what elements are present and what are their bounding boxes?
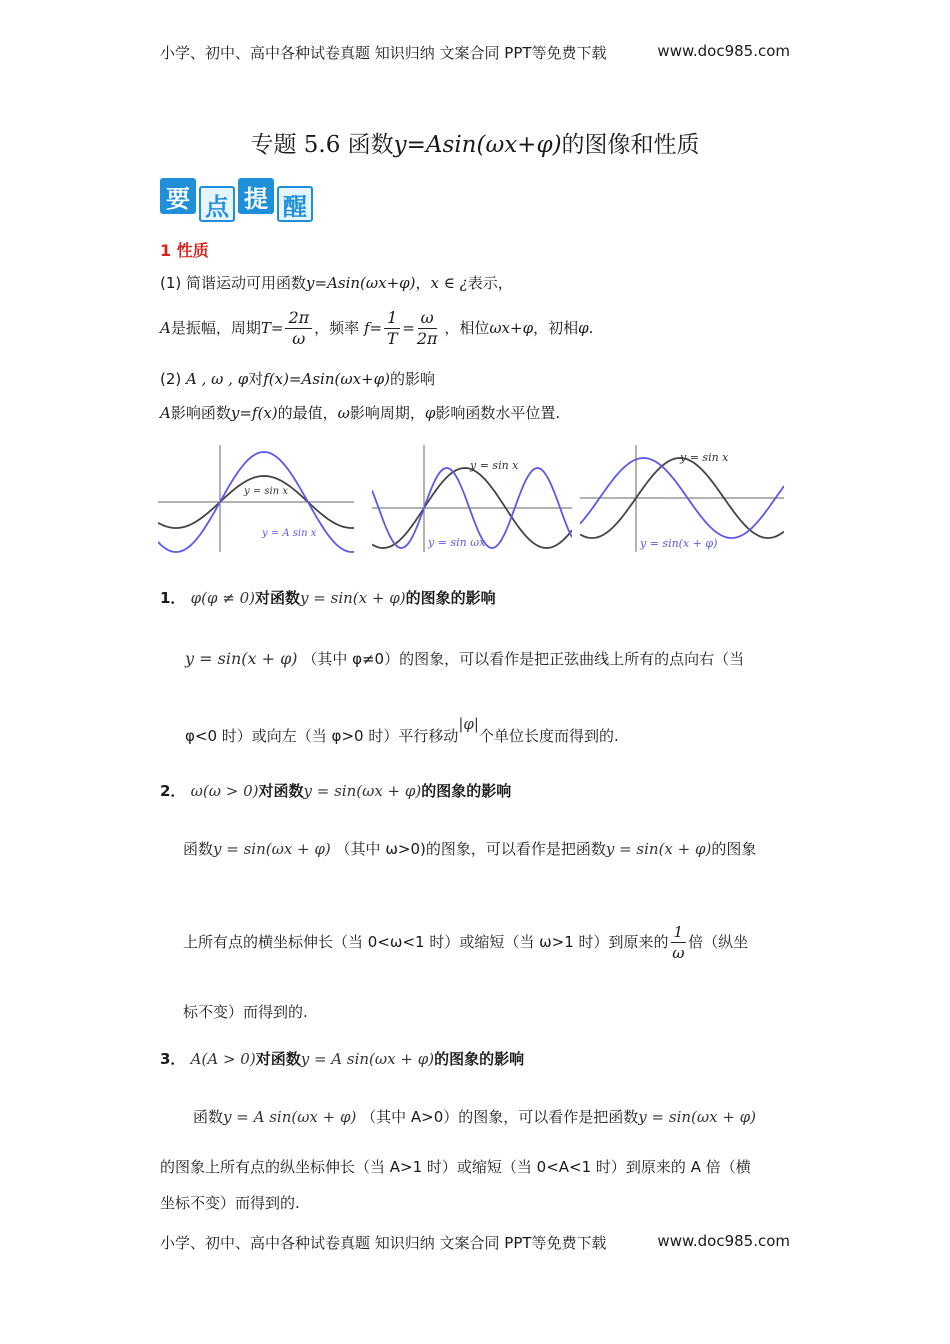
- text: 倍（纵坐: [688, 933, 749, 951]
- text: （其中 ω>0)的图象，可以看作是把函数: [335, 840, 606, 858]
- numerator: 1: [384, 308, 400, 329]
- formula: φ.: [578, 319, 594, 337]
- period-fraction: [285, 308, 312, 349]
- graph-amplitude: [158, 440, 354, 555]
- text: 对函数: [255, 589, 301, 607]
- formula: ω(ω > 0): [190, 782, 259, 800]
- header-text: 小学、初中、高中各种试卷真题 知识归纳 文案合同 PPT等免费下载: [160, 44, 607, 62]
- item-1-line-1: [185, 648, 744, 669]
- label-sin-x-phi: y = sin(x + φ): [640, 537, 718, 550]
- numerator: 1: [671, 922, 687, 943]
- denominator: T: [386, 329, 398, 348]
- formula: A(A > 0): [190, 1050, 256, 1068]
- formula: ωx+φ: [489, 319, 534, 337]
- text: 影响周期，: [349, 404, 425, 422]
- text: 坐标不变）而得到的.: [160, 1194, 300, 1212]
- formula: y = sin(x + φ): [185, 649, 298, 668]
- formula: y=f(x): [230, 404, 278, 422]
- formula: y=Asin(ωx+φ): [306, 274, 416, 292]
- title-suffix: 的图像和性质: [561, 132, 700, 158]
- formula: y = A sin(ωx + φ): [300, 1050, 435, 1068]
- text: 是振幅，周期: [170, 319, 261, 337]
- property-line-4: [160, 402, 560, 423]
- graph-phase: [580, 440, 784, 555]
- text: 函数: [193, 1108, 224, 1126]
- label-sin-x: y = sin x: [244, 486, 288, 497]
- item-2-line-3: [183, 1001, 308, 1022]
- formula: y = sin(x + φ): [605, 840, 712, 858]
- property-line-3: [160, 368, 435, 389]
- formula: ω: [337, 404, 350, 422]
- item-3-line-1: [193, 1106, 756, 1127]
- text: 的最值，: [277, 404, 338, 422]
- formula: A: [160, 404, 171, 422]
- text: 影响函数水平位置.: [435, 404, 561, 422]
- formula: φ(φ ≠ 0): [190, 589, 256, 607]
- text: 影响函数: [170, 404, 231, 422]
- formula: y = sin(ωx + φ): [213, 840, 331, 858]
- text: 的图象上所有点的纵坐标伸长（当 A>1 时）或缩短（当 0<A<1 时）到原来的 A 倍（横: [160, 1158, 751, 1176]
- item-2-line-2: [183, 922, 748, 963]
- text: 表示，: [467, 274, 513, 292]
- item-3-line-3: [160, 1192, 300, 1213]
- label-sin-x: y = sin x: [470, 459, 519, 472]
- header-url: www.doc985.com: [657, 42, 790, 60]
- label-a-sin-x: y = A sin x: [262, 528, 317, 539]
- item-1-line-2: [185, 715, 619, 746]
- numerator: 2π: [285, 308, 312, 329]
- label-sin-x: y = sin x: [680, 451, 729, 464]
- text: 上所有点的横坐标伸长（当 0<ω<1 时）或缩短（当 ω>1 时）到原来的: [183, 933, 669, 951]
- text: ，: [415, 274, 431, 292]
- formula: y = sin(x + φ): [300, 589, 406, 607]
- item-number: 3．: [160, 1050, 186, 1068]
- text: ，频率: [314, 319, 360, 337]
- text: ，初相: [533, 319, 579, 337]
- text: ，相位: [444, 319, 490, 337]
- title-formula: y=Asin(ωx+φ): [393, 132, 562, 158]
- title-prefix: 专题 5.6 函数: [250, 132, 394, 158]
- freq-fraction-1: [384, 308, 400, 349]
- text: 对函数: [255, 1050, 301, 1068]
- formula: f(x)=Asin(ωx+φ): [263, 370, 390, 388]
- page-title: [0, 126, 950, 159]
- formula: y = A sin(ωx + φ): [223, 1108, 357, 1126]
- formula: A , ω , φ: [186, 370, 249, 388]
- text: 标不变）而得到的.: [183, 1003, 308, 1021]
- badge-char-1: 要: [160, 178, 196, 214]
- denominator: ω: [672, 944, 685, 962]
- text: (1) 简谐运动可用函数: [160, 274, 307, 292]
- one-over-omega: [671, 922, 687, 963]
- text: 的图象的影响: [421, 782, 512, 800]
- formula: T=: [260, 319, 284, 337]
- label-sin-wx: y = sin ωx: [428, 536, 486, 549]
- badge-char-2: 点: [199, 186, 235, 222]
- section-heading: 1 性质: [160, 241, 209, 260]
- text: 对函数: [258, 782, 304, 800]
- text: 对: [248, 370, 264, 388]
- formula: x ∈ ¿: [430, 274, 468, 292]
- formula: A: [160, 319, 171, 337]
- freq-fraction-2: [417, 308, 438, 349]
- text: 个单位长度而得到的.: [478, 727, 619, 745]
- formula: y = sin(ωx + φ): [303, 782, 422, 800]
- badge-char-4: 醒: [277, 186, 313, 222]
- formula: φ: [424, 404, 436, 422]
- item-number: 1．: [160, 589, 186, 607]
- item-3-line-2: [160, 1156, 751, 1177]
- denominator: ω: [292, 329, 306, 348]
- text: φ<0 时）或向左（当 φ>0 时）平行移动: [185, 727, 459, 745]
- text: 的影响: [389, 370, 435, 388]
- badge-char-3: 提: [238, 178, 274, 214]
- text: 的图象的影响: [434, 1050, 525, 1068]
- item-number: 2．: [160, 782, 186, 800]
- page-footer: [160, 1232, 790, 1253]
- numerator: ω: [418, 308, 437, 329]
- formula: f=: [363, 319, 383, 337]
- item-3-heading: [160, 1048, 524, 1069]
- text: 的图象的影响: [405, 589, 496, 607]
- formula: |φ|: [458, 715, 479, 733]
- item-2-line-1: [183, 838, 756, 859]
- text: （其中 φ≠0）的图象，可以看作是把正弦曲线上所有的点向右（当: [302, 650, 745, 668]
- graph-frequency: [372, 440, 572, 555]
- formula: =: [402, 319, 415, 337]
- property-line-2: [160, 308, 593, 349]
- property-line-1: [160, 272, 513, 293]
- key-points-badge: [160, 178, 313, 222]
- text: （其中 A>0）的图象，可以看作是把函数: [361, 1108, 639, 1126]
- text: 函数: [183, 840, 214, 858]
- text: 的图象: [711, 840, 757, 858]
- item-2-heading: [160, 780, 511, 801]
- formula: y = sin(ωx + φ): [638, 1108, 757, 1126]
- footer-text: 小学、初中、高中各种试卷真题 知识归纳 文案合同 PPT等免费下载: [160, 1234, 607, 1252]
- item-1-heading: [160, 587, 496, 608]
- footer-url: www.doc985.com: [657, 1232, 790, 1250]
- denominator: 2π: [416, 329, 438, 348]
- page-header: [160, 42, 790, 63]
- text: (2): [160, 370, 187, 388]
